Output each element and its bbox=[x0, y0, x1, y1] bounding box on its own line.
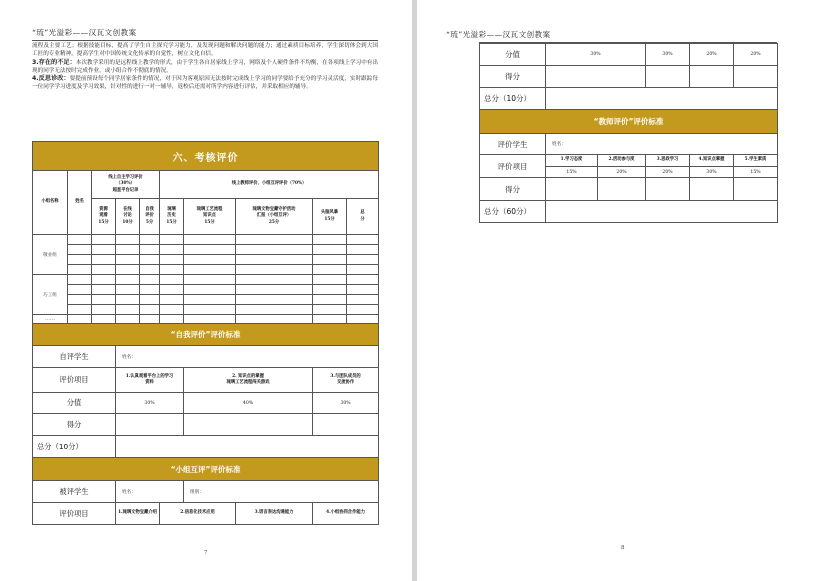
sub-col-treasure-report: 琉璃文物宝藏守护活动 汇报（小组互评） 25分 bbox=[236, 199, 313, 235]
teacher-eval-got-4[interactable] bbox=[690, 178, 734, 201]
self-eval-weight-1: 30% bbox=[116, 393, 184, 414]
peer-eval-weight-4: 20% bbox=[734, 44, 778, 66]
teacher-eval-total-label: 总分（60分） bbox=[480, 201, 546, 223]
peer-eval-weight-1: 30% bbox=[546, 44, 646, 66]
sub-col-self-eval: 自我 评价 5分 bbox=[140, 199, 160, 235]
sub-col-brainstorm: 头脑风暴 15分 bbox=[313, 199, 347, 235]
self-eval-score-label: 分值 bbox=[33, 393, 116, 414]
teacher-eval-weight-2: 20% bbox=[598, 167, 646, 178]
online-self-line2: （30%） bbox=[116, 181, 135, 187]
self-eval-item-3: 3.与团队成员的 交流协作 bbox=[313, 368, 379, 393]
shortcomings-text: 本次教学采用的是远程线上教学的形式，由于学生各自居家线上学习，网络及个人硬件条件不均衡，在各项线上学习中有出现的同学无法按时完成作业，或小组合作不彻底的情况。 bbox=[32, 59, 378, 74]
teacher-eval-item-3: 3.思政学习 bbox=[646, 155, 690, 167]
reflection-label: 4.反思诊改： bbox=[32, 75, 70, 83]
page-header-title: “琉”光溢彩——汉瓦文创教案 bbox=[32, 28, 137, 37]
document-page-7 bbox=[0, 0, 412, 581]
teacher-eval-student-label: 评价学生 bbox=[480, 134, 546, 155]
peer-eval-weight-2: 30% bbox=[646, 44, 690, 66]
peer-eval-score-label: 分值 bbox=[480, 44, 546, 66]
teacher-eval-weight-1: 15% bbox=[546, 167, 598, 178]
teacher-eval-total-field[interactable] bbox=[546, 201, 778, 223]
peer-eval-got-1[interactable] bbox=[546, 66, 646, 88]
peer-eval-title: “小组互评”评价标准 bbox=[33, 458, 379, 481]
online-self-line3: 超星平台记录 bbox=[112, 187, 139, 193]
peer-eval-weight-3: 20% bbox=[690, 44, 734, 66]
assessment-table bbox=[32, 141, 379, 525]
sub-col-history: 琉璃 历史 15分 bbox=[160, 199, 184, 235]
peer-eval-got-2[interactable] bbox=[646, 66, 690, 88]
teacher-eval-weight-3: 20% bbox=[646, 167, 690, 178]
peer-eval-student-label: 被评学生 bbox=[33, 481, 116, 503]
group-qiaogong: 巧工组 bbox=[33, 275, 68, 315]
peer-eval-total-label: 总分（10分） bbox=[480, 88, 546, 110]
evaluation-table-continued bbox=[479, 43, 778, 223]
peer-eval-item-1: 1.琉璃文物宝藏介绍 bbox=[116, 503, 160, 525]
online-teacher-peer-header: 线上教师评价、小组互评评价（70%） bbox=[160, 171, 379, 199]
self-eval-item-1: 1.认真观看平台上的学习 资料 bbox=[116, 368, 184, 393]
page-number-right: 8 bbox=[621, 545, 625, 551]
self-eval-got-3[interactable] bbox=[313, 414, 379, 436]
peer-eval-name-field[interactable]: 姓名： bbox=[116, 481, 184, 503]
teacher-eval-item-4: 4.知识点掌握 bbox=[690, 155, 734, 167]
self-eval-student-label: 自评学生 bbox=[33, 346, 116, 368]
self-eval-weight-2: 40% bbox=[184, 393, 313, 414]
self-eval-got-2[interactable] bbox=[184, 414, 313, 436]
header-rule bbox=[32, 40, 378, 41]
teacher-eval-got-1[interactable] bbox=[546, 178, 598, 201]
peer-eval-item-3: 3.语言表达沟通能力 bbox=[236, 503, 313, 525]
teacher-eval-item-1: 1.学习态度 bbox=[546, 155, 598, 167]
self-eval-total-field[interactable] bbox=[116, 436, 379, 458]
group-more: …… bbox=[33, 315, 68, 324]
sub-col-resource: 资源 观看 15分 bbox=[92, 199, 116, 235]
teacher-eval-item-5: 5.学生素质 bbox=[734, 155, 778, 167]
teacher-eval-got-5[interactable] bbox=[734, 178, 778, 201]
peer-eval-got-label: 得分 bbox=[480, 66, 546, 88]
teacher-eval-title: “教师评价”评价标准 bbox=[480, 110, 778, 134]
teacher-eval-weight-5: 15% bbox=[734, 167, 778, 178]
sub-col-process: 琉璃工艺流程 知识点 15分 bbox=[184, 199, 236, 235]
self-eval-got-label: 得分 bbox=[33, 414, 116, 436]
teacher-eval-name-field[interactable]: 姓名： bbox=[546, 134, 778, 155]
teacher-eval-item-2: 2.活动参与度 bbox=[598, 155, 646, 167]
teacher-eval-got-3[interactable] bbox=[646, 178, 690, 201]
peer-eval-got-3[interactable] bbox=[690, 66, 734, 88]
intro-paragraph-3 bbox=[32, 75, 378, 92]
teacher-eval-got-label: 得分 bbox=[480, 178, 546, 201]
col-group-name: 小组名称 bbox=[33, 171, 68, 235]
teacher-eval-got-2[interactable] bbox=[598, 178, 646, 201]
peer-eval-item-2: 2.信息化技术应用 bbox=[160, 503, 236, 525]
intro-paragraph-2 bbox=[32, 59, 378, 76]
online-self-line1: 线上自主学习评价 bbox=[108, 175, 143, 181]
teacher-eval-weight-4: 30% bbox=[690, 167, 734, 178]
peer-eval-group-field[interactable]: 组别： bbox=[184, 481, 379, 503]
col-student-name: 姓名 bbox=[68, 171, 92, 235]
teacher-eval-items-label: 评价项目 bbox=[480, 155, 546, 178]
reflection-text bbox=[32, 42, 378, 92]
online-self-study-header bbox=[92, 171, 160, 199]
intro-paragraph-1: 流程及主要工艺；根据技能目标，提高了学生自主探究学习能力，及发现问题和解决问题的能力；通过素质目标培养，学生深切体会到大国工匠的专业精神，提高学生对中国传统文化传承的自觉性，树立文化自信。 bbox=[32, 43, 378, 58]
peer-eval-total-field[interactable] bbox=[546, 88, 778, 110]
page-header-title-right: “琉”光溢彩——汉瓦文创教案 bbox=[446, 30, 551, 39]
assessment-title: 六、考核评价 bbox=[33, 142, 379, 171]
group-jingye: 敬业组 bbox=[33, 235, 68, 275]
peer-eval-item-4: 4.小组协同合作能力 bbox=[313, 503, 379, 525]
self-eval-name-field[interactable]: 姓名： bbox=[116, 346, 379, 368]
self-eval-weight-3: 30% bbox=[313, 393, 379, 414]
self-eval-item-2: 2. 知识点的掌握 琉璃工艺流程闯关游戏 bbox=[184, 368, 313, 393]
page-number-left: 7 bbox=[204, 550, 208, 556]
shortcomings-label: 3.存在的不足： bbox=[32, 58, 76, 66]
self-eval-items-label: 评价项目 bbox=[33, 368, 116, 393]
peer-eval-items-label: 评价项目 bbox=[33, 503, 116, 525]
self-eval-title: “自我评价”评价标准 bbox=[33, 324, 379, 346]
self-eval-got-1[interactable] bbox=[116, 414, 184, 436]
sub-col-discussion: 在线 讨论 10分 bbox=[116, 199, 140, 235]
sub-col-total: 总 分 bbox=[347, 199, 379, 235]
reflection-body: 要提前预设每个同学居家条件的情况，对于因为客观原因无法按时完成线上学习的同学要给予充分的学习灵活度，实时跟踪每一位同学学习进度及学习效果，针对性的进行一对一辅导，返校后还需对所学内容进行评估，并采取相应的辅导。 bbox=[32, 76, 378, 91]
peer-eval-got-4[interactable] bbox=[734, 66, 778, 88]
self-eval-total-label: 总分（10分） bbox=[33, 436, 116, 458]
